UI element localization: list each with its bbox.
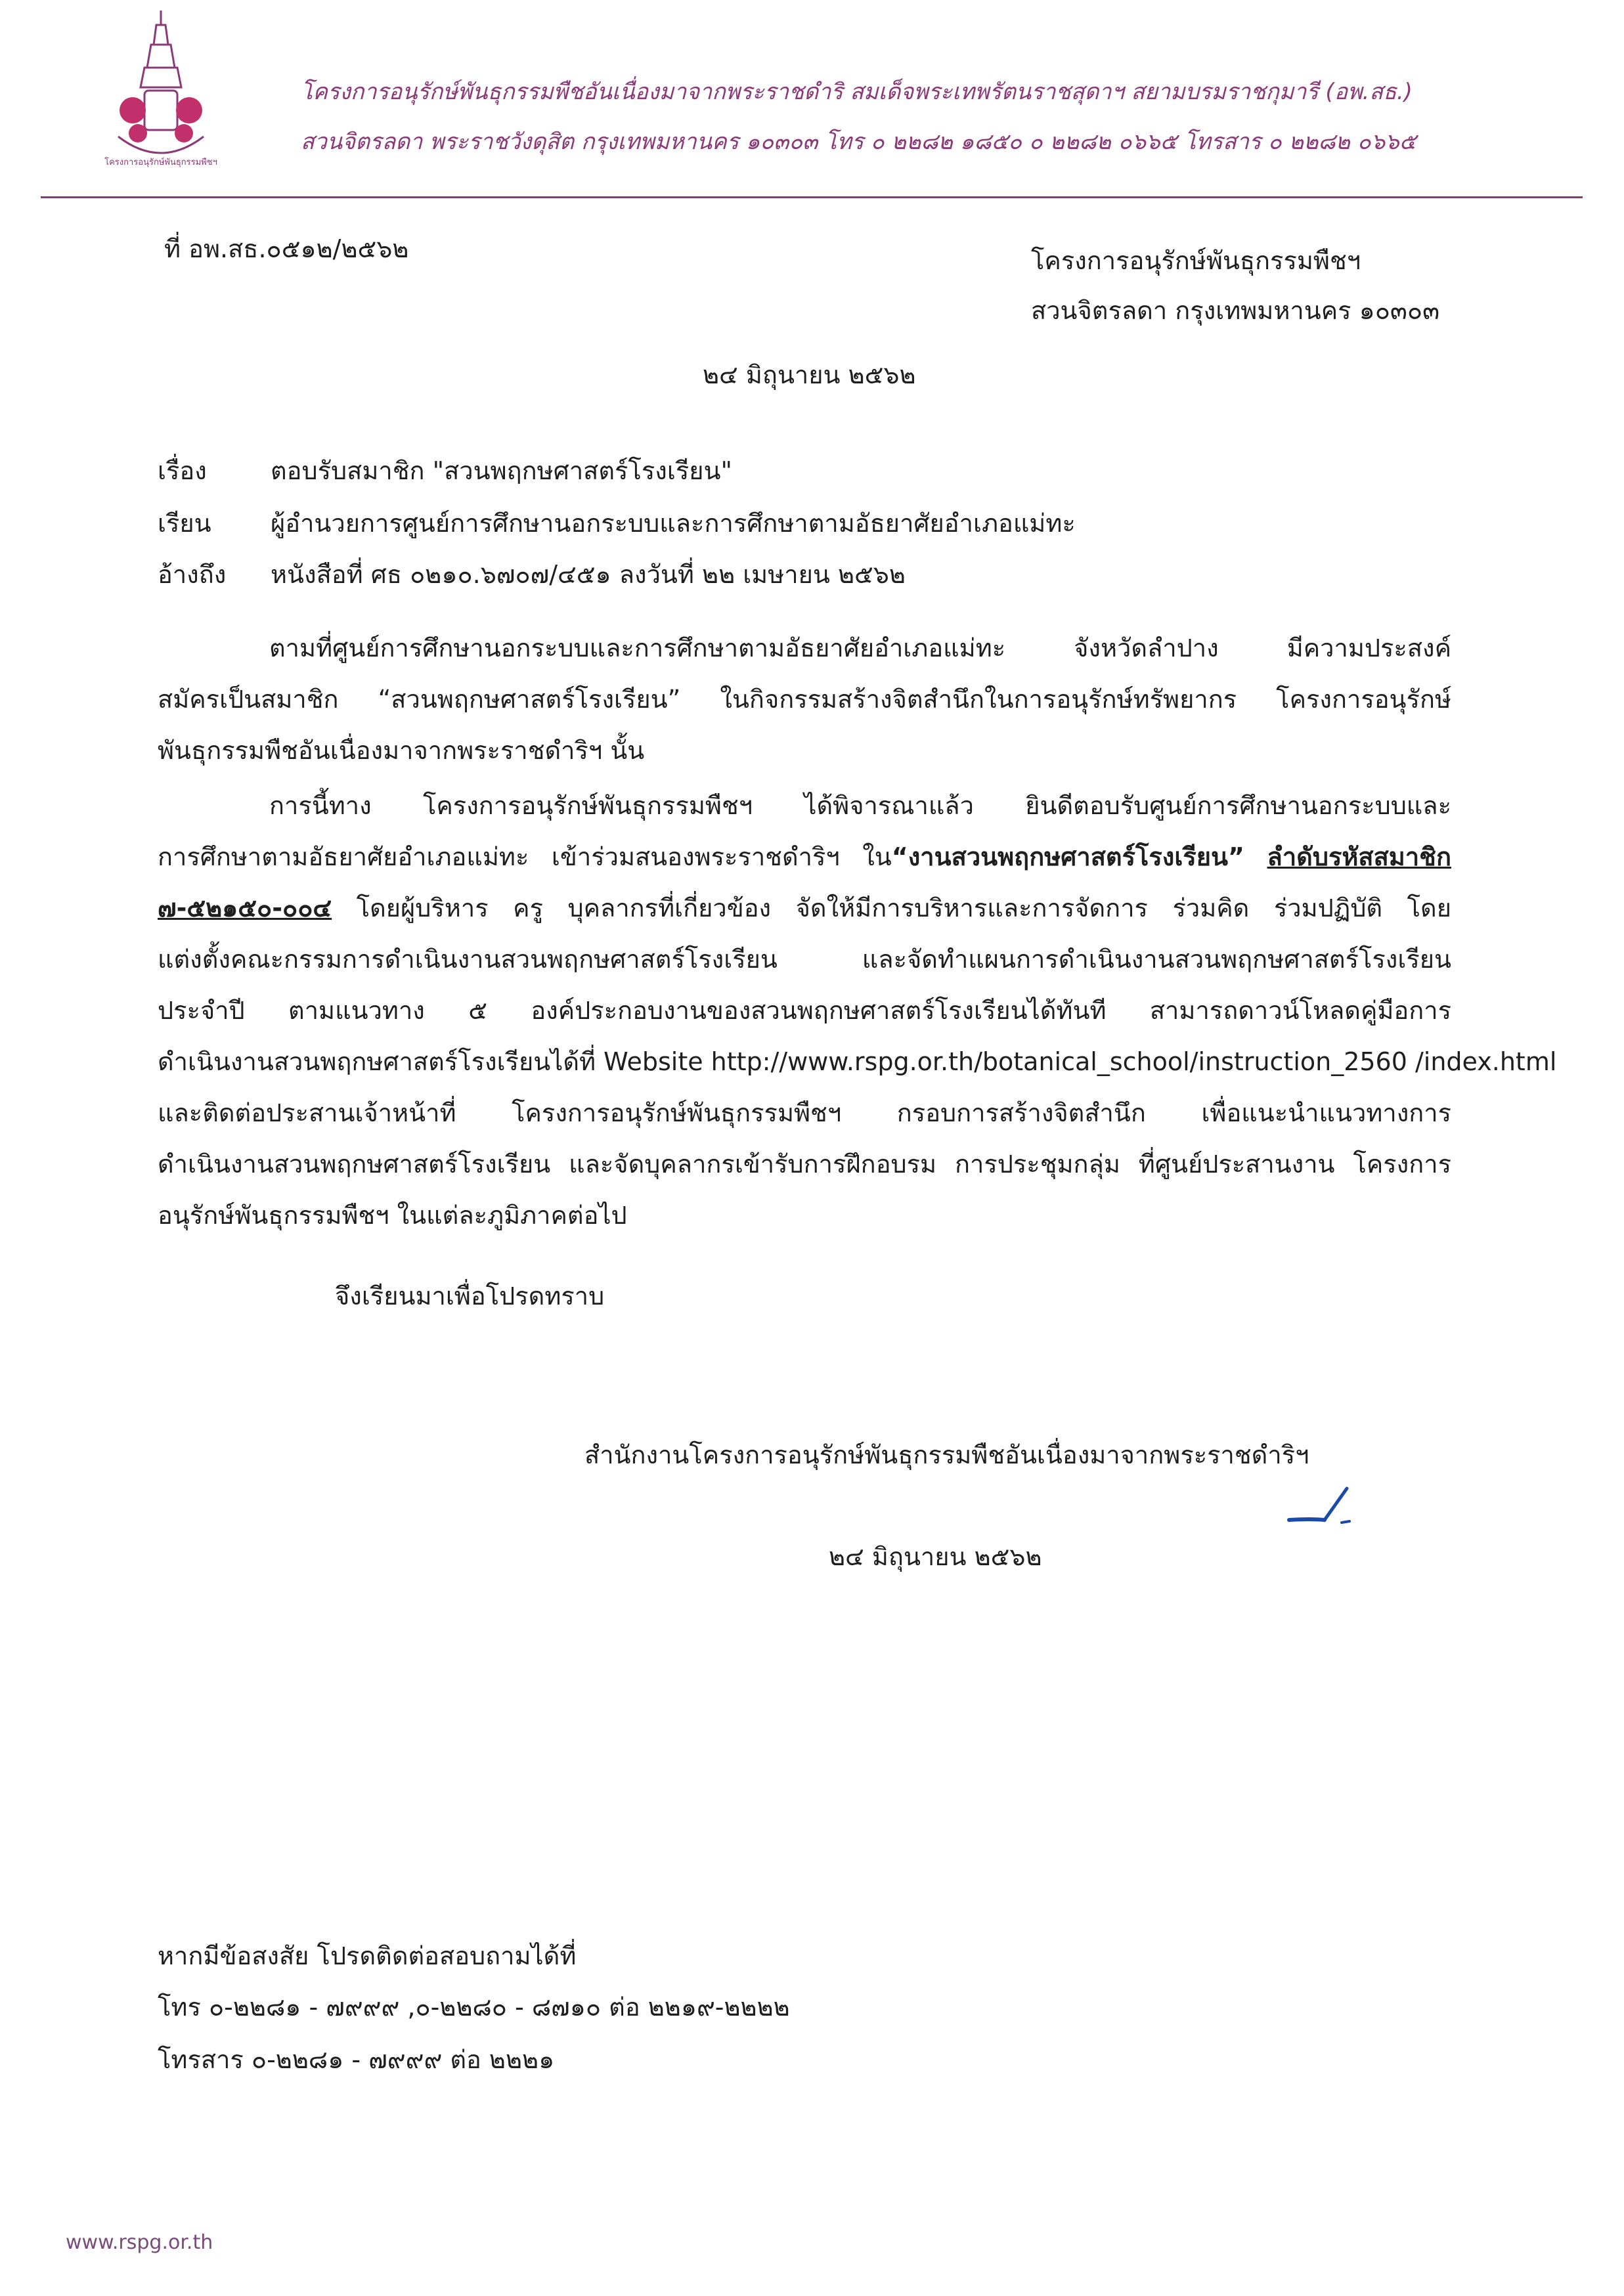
logo-caption: โครงการอนุรักษ์พันธุกรรมพืชฯ <box>104 158 217 167</box>
p2-line-3 <box>158 882 1451 934</box>
p1-line-2: สมัครเป็นสมาชิก “สวนพฤกษศาสตร์โรงเรียน” ในกิจกรรมสร้างจิตสำนึกในการอนุรักษ์ทรัพยากร โครงการอนุรักษ์ <box>158 685 1451 714</box>
reference-value: หนังสือที่ ศธ ๐๒๑๐.๖๗๐๗/๔๕๑ ลงวันที่ ๒๒ เมษายน ๒๕๖๒ <box>271 560 906 589</box>
p2-line-2 <box>158 831 1451 882</box>
signatory-office: สำนักงานโครงการอนุรักษ์พันธุกรรมพืชอันเนื่องมาจากพระราชดำริฯ <box>584 1440 1309 1469</box>
contact-phone: โทร ๐-๒๒๘๑ - ๗๙๙๙ ,๐-๒๒๘๐ - ๘๗๑๐ ต่อ ๒๒๑๙-๒๒๒๒ <box>158 1993 790 2022</box>
member-code: ๗-๕๒๑๕๐-๐๐๔ <box>158 894 332 922</box>
p1-line-1: ตามที่ศูนย์การศึกษานอกระบบและการศึกษาตามอัธยาศัยอำเภอแม่ทะ จังหวัดลำปาง มีความประสงค์ <box>269 634 1451 662</box>
reference-number: ที่ อพ.สธ.๐๕๑๒/๒๕๖๒ <box>164 234 409 263</box>
p2-line-7: และติดต่อประสานเจ้าหน้าที่ โครงการอนุรักษ์พันธุกรรมพืชฯ กรอบการสร้างจิตสำนึก เพื่อแนะนำแนวทางการ <box>158 1098 1451 1127</box>
p2-line-3-text: โดยผู้บริหาร ครู บุคลากรที่เกี่ยวข้อง จัดให้มีการบริหารและการจัดการ ร่วมคิด ร่วมปฏิบัติ โดย <box>356 894 1451 922</box>
p2-line-4: แต่งตั้งคณะกรรมการดำเนินงานสวนพฤกษศาสตร์โรงเรียน และจัดทำแผนการดำเนินงานสวนพฤกษศาสตร์โรงเรียน <box>158 945 1451 974</box>
to-value: ผู้อำนวยการศูนย์การศึกษานอกระบบและการศึกษาตามอัธยาศัยอำเภอแม่ทะ <box>271 509 1076 538</box>
member-code-label: ลำดับรหัสสมาชิก <box>1267 842 1451 871</box>
letterhead-line-1: โครงการอนุรักษ์พันธุกรรมพืชอันเนื่องมาจากพระราชดำริ สมเด็จพระเทพรัตนราชสุดาฯ สยามบรมราชกุมารี (อพ.สธ.) <box>301 79 1413 105</box>
sender-address-line-1: โครงการอนุรักษ์พันธุกรรมพืชฯ <box>1031 246 1361 275</box>
p2-line-6: ดำเนินงานสวนพฤกษศาสตร์โรงเรียนได้ที่ Website http://www.rspg.or.th/botanical_school/instruction_2560 /index.html <box>158 1047 1557 1076</box>
rspg-logo <box>99 5 223 169</box>
p2-line-9: อนุรักษ์พันธุกรรมพืชฯ ในแต่ละภูมิภาคต่อไป <box>158 1201 627 1230</box>
contact-intro: หากมีข้อสงสัย โปรดติดต่อสอบถามได้ที่ <box>158 1941 577 1970</box>
subject-label: เรื่อง <box>158 456 207 485</box>
reference-label: อ้างถึง <box>158 560 227 589</box>
letterhead-divider <box>41 196 1583 198</box>
p2-line-8: ดำเนินงานสวนพฤกษศาสตร์โรงเรียน และจัดบุคลากรเข้ารับการฝึกอบรม การประชุมกลุ่ม ที่ศูนย์ประสานงาน โครงการ <box>158 1150 1451 1179</box>
letterhead-line-2: สวนจิตรลดา พระราชวังดุสิต กรุงเทพมหานคร ๑๐๓๐๓ โทร ๐ ๒๒๘๒ ๑๘๕๐ ๐ ๒๒๘๒ ๐๖๖๕ โทรสาร ๐ ๒๒๘๒ ๐๖๖๕ <box>301 129 1416 155</box>
p2-line-1: การนี้ทาง โครงการอนุรักษ์พันธุกรรมพืชฯ ได้พิจารณาแล้ว ยินดีตอบรับศูนย์การศึกษานอกระบบและ <box>269 791 1451 820</box>
signatory-date: ๒๔ มิถุนายน ๒๕๖๒ <box>829 1542 1042 1571</box>
contact-fax: โทรสาร ๐-๒๒๘๑ - ๗๙๙๙ ต่อ ๒๒๒๑ <box>158 2045 555 2074</box>
p2-line-5: ประจำปี ตามแนวทาง ๕ องค์ประกอบงานของสวนพฤกษศาสตร์โรงเรียนได้ทันที สามารถดาวน์โหลดคู่มือการ <box>158 996 1451 1025</box>
body-paragraph-1 <box>158 622 1451 776</box>
to-label: เรียน <box>158 509 211 538</box>
program-name-bold: “งานสวนพฤกษศาสตร์โรงเรียน” <box>891 842 1244 871</box>
p1-line-3: พันธุกรรมพืชอันเนื่องมาจากพระราชดำริฯ นั้น <box>158 736 645 765</box>
letter-date: ๒๔ มิถุนายน ๒๕๖๒ <box>703 360 916 389</box>
signature-mark <box>1284 1481 1369 1540</box>
subject-value: ตอบรับสมาชิก "สวนพฤกษศาสตร์โรงเรียน" <box>271 456 732 485</box>
sender-address-line-2: สวนจิตรลดา กรุงเทพมหานคร ๑๐๓๐๓ <box>1031 296 1440 325</box>
closing-phrase: จึงเรียนมาเพื่อโปรดทราบ <box>335 1282 605 1310</box>
p2-line-2-text: การศึกษาตามอัธยาศัยอำเภอแม่ทะ เข้าร่วมสนองพระราชดำริฯ ใน <box>158 842 892 871</box>
footer-website: www.rspg.or.th <box>66 2231 213 2254</box>
body-paragraph-2 <box>158 780 1557 1241</box>
